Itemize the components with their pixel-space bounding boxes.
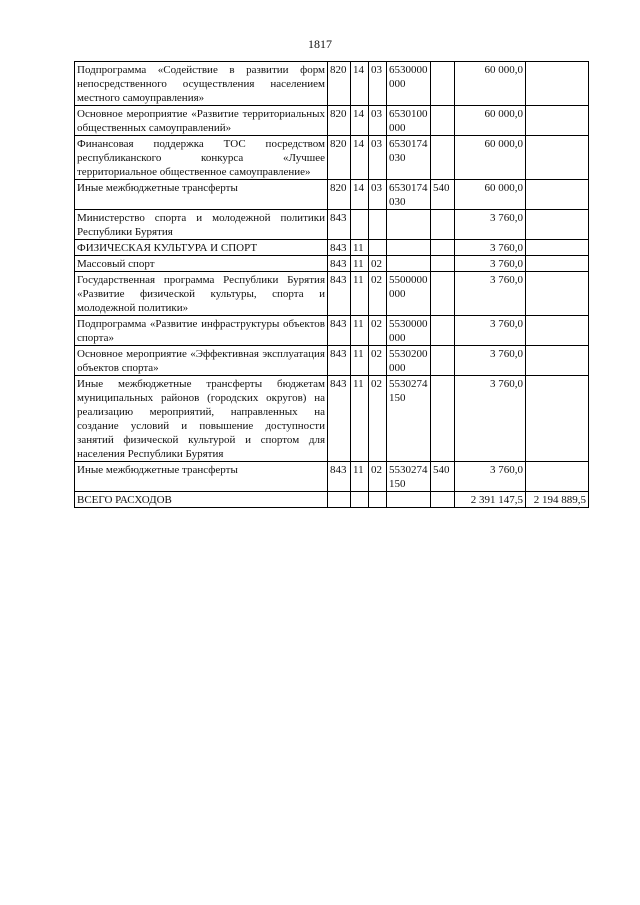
row-section-code: 11 xyxy=(351,376,369,462)
row-expense-type xyxy=(431,210,455,240)
row-amount-year1: 3 760,0 xyxy=(455,376,526,462)
row-amount-year1: 2 391 147,5 xyxy=(455,492,526,508)
table-row xyxy=(75,210,589,240)
row-amount-year1: 3 760,0 xyxy=(455,272,526,316)
row-grbs-code: 843 xyxy=(328,256,351,272)
row-grbs-code: 820 xyxy=(328,62,351,106)
row-name: Иные межбюджетные трансферты бюджетам муниципальных районов (городских округов) на реализацию мероприятий, направленных на создание условий и повышение доступности занятий физической культурой и спортом для населения Республики Бурятия xyxy=(75,376,328,462)
row-amount-year1: 3 760,0 xyxy=(455,240,526,256)
budget-table xyxy=(74,61,589,508)
row-expense-type xyxy=(431,136,455,180)
row-target-article xyxy=(387,256,431,272)
row-subsection-code: 02 xyxy=(369,346,387,376)
table-row xyxy=(75,462,589,492)
row-amount-year2 xyxy=(526,462,589,492)
row-amount-year2 xyxy=(526,376,589,462)
row-amount-year1: 60 000,0 xyxy=(455,180,526,210)
row-name: Подпрограмма «Содействие в развитии форм непосредственного осуществления населением местного самоуправления» xyxy=(75,62,328,106)
row-grbs-code: 820 xyxy=(328,136,351,180)
row-grbs-code: 843 xyxy=(328,272,351,316)
row-expense-type xyxy=(431,256,455,272)
row-expense-type xyxy=(431,240,455,256)
row-section-code: 11 xyxy=(351,462,369,492)
row-expense-type xyxy=(431,492,455,508)
row-grbs-code: 843 xyxy=(328,210,351,240)
row-section-code: 14 xyxy=(351,106,369,136)
row-name: Иные межбюджетные трансферты xyxy=(75,180,328,210)
row-amount-year1: 3 760,0 xyxy=(455,210,526,240)
row-target-article: 6530100000 xyxy=(387,106,431,136)
row-name: ФИЗИЧЕСКАЯ КУЛЬТУРА И СПОРТ xyxy=(75,240,328,256)
row-target-article: 5530274150 xyxy=(387,376,431,462)
row-section-code: 11 xyxy=(351,346,369,376)
row-subsection-code: 02 xyxy=(369,272,387,316)
row-section-code: 11 xyxy=(351,316,369,346)
row-amount-year1: 3 760,0 xyxy=(455,346,526,376)
table-row xyxy=(75,62,589,106)
table-row xyxy=(75,492,589,508)
row-subsection-code: 02 xyxy=(369,376,387,462)
row-section-code: 14 xyxy=(351,180,369,210)
row-name: Государственная программа Республики Бурятия «Развитие физической культуры, спорта и молодежной политики» xyxy=(75,272,328,316)
table-row xyxy=(75,346,589,376)
row-subsection-code: 02 xyxy=(369,316,387,346)
row-amount-year2 xyxy=(526,180,589,210)
row-target-article: 5500000000 xyxy=(387,272,431,316)
row-name: Министерство спорта и молодежной политики Республики Бурятия xyxy=(75,210,328,240)
row-target-article: 5530274150 xyxy=(387,462,431,492)
row-amount-year1: 3 760,0 xyxy=(455,462,526,492)
row-name: Иные межбюджетные трансферты xyxy=(75,462,328,492)
row-subsection-code: 03 xyxy=(369,62,387,106)
row-subsection-code: 03 xyxy=(369,180,387,210)
table-row xyxy=(75,240,589,256)
table-row xyxy=(75,136,589,180)
row-grbs-code: 843 xyxy=(328,376,351,462)
row-target-article: 6530174030 xyxy=(387,136,431,180)
row-target-article xyxy=(387,240,431,256)
row-amount-year2 xyxy=(526,106,589,136)
row-subsection-code: 02 xyxy=(369,462,387,492)
row-amount-year2 xyxy=(526,210,589,240)
row-subsection-code xyxy=(369,492,387,508)
row-amount-year2 xyxy=(526,62,589,106)
row-target-article: 6530000000 xyxy=(387,62,431,106)
row-expense-type xyxy=(431,62,455,106)
row-subsection-code: 02 xyxy=(369,256,387,272)
row-expense-type: 540 xyxy=(431,180,455,210)
page-number: 1817 xyxy=(308,37,332,51)
row-name: Подпрограмма «Развитие инфраструктуры объектов спорта» xyxy=(75,316,328,346)
row-expense-type xyxy=(431,272,455,316)
row-target-article: 5530200000 xyxy=(387,346,431,376)
row-amount-year1: 3 760,0 xyxy=(455,316,526,346)
row-name: Финансовая поддержка ТОС посредством республиканского конкурса «Лучшее территориальное общественное самоуправление» xyxy=(75,136,328,180)
row-target-article xyxy=(387,210,431,240)
row-target-article: 6530174030 xyxy=(387,180,431,210)
row-section-code: 14 xyxy=(351,62,369,106)
row-name: Основное мероприятие «Развитие территориальных общественных самоуправлений» xyxy=(75,106,328,136)
row-amount-year2 xyxy=(526,346,589,376)
table-row xyxy=(75,106,589,136)
row-expense-type: 540 xyxy=(431,462,455,492)
row-subsection-code xyxy=(369,240,387,256)
row-section-code xyxy=(351,492,369,508)
row-section-code xyxy=(351,210,369,240)
row-section-code: 11 xyxy=(351,272,369,316)
row-subsection-code xyxy=(369,210,387,240)
row-expense-type xyxy=(431,376,455,462)
row-section-code: 11 xyxy=(351,240,369,256)
row-name: Основное мероприятие «Эффективная эксплуатация объектов спорта» xyxy=(75,346,328,376)
row-amount-year2 xyxy=(526,136,589,180)
row-expense-type xyxy=(431,316,455,346)
row-name: ВСЕГО РАСХОДОВ xyxy=(75,492,328,508)
row-grbs-code: 820 xyxy=(328,106,351,136)
row-amount-year1: 60 000,0 xyxy=(455,106,526,136)
row-target-article: 5530000000 xyxy=(387,316,431,346)
row-subsection-code: 03 xyxy=(369,136,387,180)
row-amount-year2 xyxy=(526,316,589,346)
row-name: Массовый спорт xyxy=(75,256,328,272)
row-amount-year2 xyxy=(526,272,589,316)
row-target-article xyxy=(387,492,431,508)
table-row xyxy=(75,272,589,316)
row-amount-year1: 60 000,0 xyxy=(455,62,526,106)
row-expense-type xyxy=(431,346,455,376)
row-amount-year2: 2 194 889,5 xyxy=(526,492,589,508)
row-grbs-code: 843 xyxy=(328,346,351,376)
row-subsection-code: 03 xyxy=(369,106,387,136)
row-section-code: 14 xyxy=(351,136,369,180)
row-grbs-code xyxy=(328,492,351,508)
row-amount-year1: 3 760,0 xyxy=(455,256,526,272)
row-grbs-code: 843 xyxy=(328,462,351,492)
row-grbs-code: 820 xyxy=(328,180,351,210)
row-expense-type xyxy=(431,106,455,136)
row-grbs-code: 843 xyxy=(328,316,351,346)
row-amount-year1: 60 000,0 xyxy=(455,136,526,180)
table-row xyxy=(75,180,589,210)
table-row xyxy=(75,316,589,346)
row-amount-year2 xyxy=(526,256,589,272)
row-amount-year2 xyxy=(526,240,589,256)
table-row xyxy=(75,256,589,272)
table-row xyxy=(75,376,589,462)
row-grbs-code: 843 xyxy=(328,240,351,256)
row-section-code: 11 xyxy=(351,256,369,272)
